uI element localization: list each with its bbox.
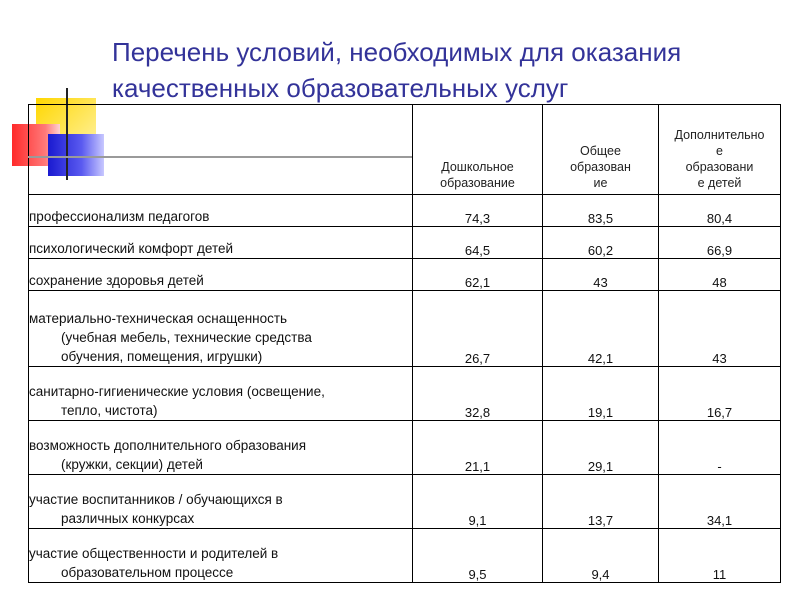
- table-row: [29, 367, 781, 421]
- cell-additional: 43: [659, 291, 781, 367]
- table-row: [29, 421, 781, 475]
- cell-general: 42,1: [543, 291, 659, 367]
- slide-title-line-2: качественных образовательных услуг: [112, 73, 569, 103]
- cell-general: 83,5: [543, 195, 659, 227]
- cell-preschool: 74,3: [413, 195, 543, 227]
- column-header-general: Общее образован ие: [543, 105, 659, 195]
- table-row: [29, 475, 781, 529]
- row-label: участие общественности и родителей в образовательном процессе: [29, 529, 413, 583]
- table-row: [29, 259, 781, 291]
- table-header-row: [29, 105, 781, 195]
- cell-additional: -: [659, 421, 781, 475]
- cell-additional: 66,9: [659, 227, 781, 259]
- cell-additional: 48: [659, 259, 781, 291]
- cell-general: 19,1: [543, 367, 659, 421]
- row-label: возможность дополнительного образования (кружки, секции) детей: [29, 421, 413, 475]
- cell-preschool: 62,1: [413, 259, 543, 291]
- row-label: участие воспитанников / обучающихся в различных конкурсах: [29, 475, 413, 529]
- row-label: санитарно-гигиенические условия (освещение, тепло, чистота): [29, 367, 413, 421]
- decorative-horizontal-line: [28, 156, 412, 158]
- column-header-preschool: Дошкольное образование: [413, 105, 543, 195]
- cell-additional: 16,7: [659, 367, 781, 421]
- table-row: [29, 529, 781, 583]
- cell-preschool: 64,5: [413, 227, 543, 259]
- cell-preschool: 21,1: [413, 421, 543, 475]
- cell-additional: 34,1: [659, 475, 781, 529]
- cell-preschool: 9,5: [413, 529, 543, 583]
- cell-preschool: 9,1: [413, 475, 543, 529]
- table-row: [29, 291, 781, 367]
- row-label: профессионализм педагогов: [29, 195, 413, 227]
- table-row: [29, 195, 781, 227]
- cell-preschool: 32,8: [413, 367, 543, 421]
- cell-general: 29,1: [543, 421, 659, 475]
- conditions-table: [28, 104, 781, 583]
- row-label: сохранение здоровья детей: [29, 259, 413, 291]
- table-row: [29, 227, 781, 259]
- cell-preschool: 26,7: [413, 291, 543, 367]
- cell-general: 9,4: [543, 529, 659, 583]
- slide-title-line-1: Перечень условий, необходимых для оказания: [112, 37, 682, 67]
- cell-general: 43: [543, 259, 659, 291]
- row-label: психологический комфорт детей: [29, 227, 413, 259]
- cell-additional: 11: [659, 529, 781, 583]
- cell-additional: 80,4: [659, 195, 781, 227]
- column-header-additional: Дополнительно е образовани е детей: [659, 105, 781, 195]
- row-label: материально-техническая оснащенность (учебная мебель, технические средства обучения, помещения, игрушки): [29, 291, 413, 367]
- cell-general: 13,7: [543, 475, 659, 529]
- cell-general: 60,2: [543, 227, 659, 259]
- header-empty-cell: [29, 105, 413, 195]
- slide-title: [112, 34, 772, 106]
